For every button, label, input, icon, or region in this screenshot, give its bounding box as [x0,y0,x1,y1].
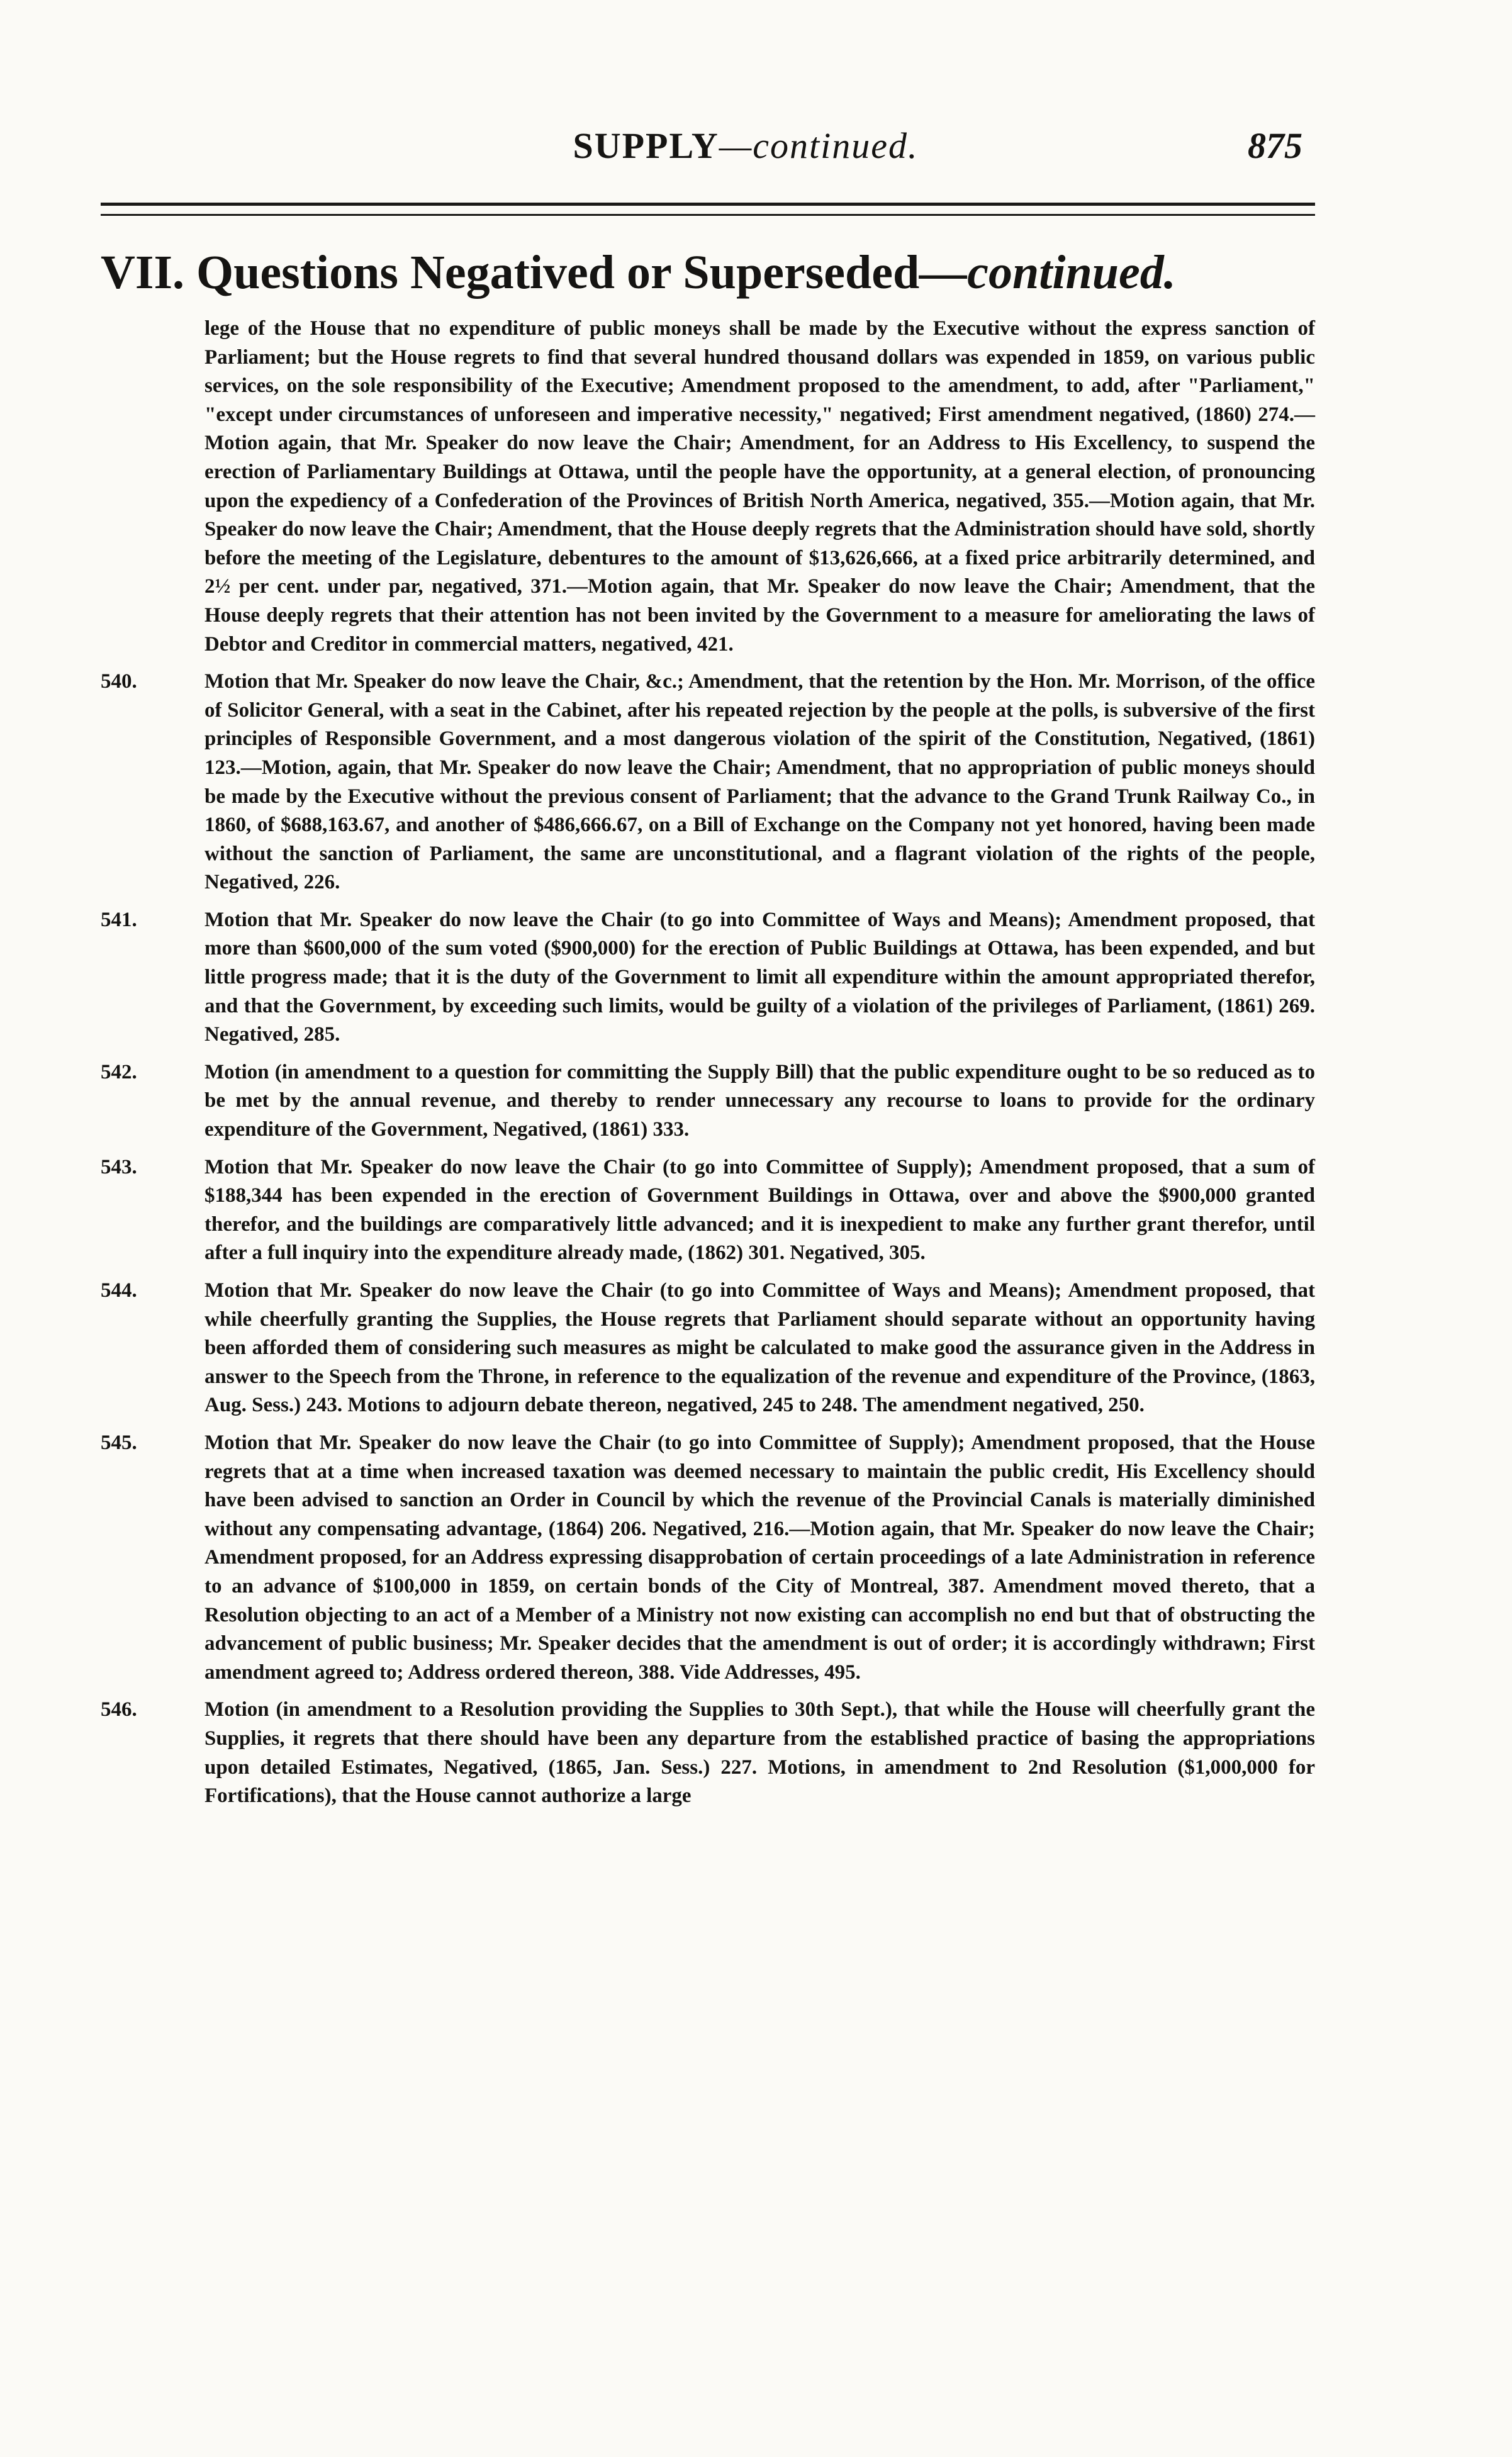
header-rule-top [101,203,1315,206]
page-number: 875 [1248,125,1302,166]
entry-543 [101,1153,1315,1268]
entry-545 [101,1429,1315,1687]
running-head-title [189,125,1302,167]
section-title: Questions Negatived or Superseded [196,246,920,299]
section-heading [101,245,1315,300]
entry-544 [101,1277,1315,1420]
entry-text: Motion (in amendment to a Resolution providing the Supplies to 30th Sept.), that while the House will cheerfully grant the Supplies, it regrets that there should have been any departure from the established practice of basing the appropriations upon detailed Estimates, Negatived, (1865, Jan. Sess.) 227. Motions, in amendment to 2nd Resolution ($1,000,000 for Fortifications), that the House cannot authorize a large [204,1698,1315,1808]
entry-number: 540. [101,670,137,693]
entry-text: Motion (in amendment to a question for committing the Supply Bill) that the public expenditure ought to be so reduced as to be met by the annual revenue, and thereby to render unnecessary any recourse to loans to provide for the ordinary expenditure of the Government, Negatived, (1861) 333. [204,1060,1315,1141]
section-numeral: VII. [101,246,185,299]
section-continued: —continued. [919,246,1176,299]
entry-number: 546. [101,1698,137,1721]
header-rule-bottom [101,214,1315,216]
entry-546 [101,1696,1315,1810]
entry-number: 544. [101,1279,137,1302]
entry-text: Motion that Mr. Speaker do now leave the Chair (to go into Committee of Ways and Means); Amendment proposed, that while cheerfully granting the Supplies, the House regrets that Parliament should separate without an opportunity having been afforded them of considering such measures as might be calculated to make good the assurance given in the Address in answer to the Speech from the Throne, in reference to the equalization of the revenue and expenditure of the Province, (1863, Aug. Sess.) 243. Motions to adjourn debate thereon, negatived, 245 to 248. The amendment negatived, 250. [204,1279,1315,1417]
entry-542 [101,1058,1315,1145]
entry-540 [101,668,1315,897]
entry-number: 541. [101,908,137,931]
entry-number: 545. [101,1431,137,1454]
entry-number: 542. [101,1060,137,1083]
running-head [189,125,1302,181]
entry-text: Motion that Mr. Speaker do now leave the Chair (to go into Committee of Ways and Means); Amendment proposed, that more than $600,000 of the sum voted ($900,000) for the erection of Public Buildings at Ottawa, has been expended, and but little progress made; that it is the duty of the Government to limit all expenditure within the amount appropriated therefor, and that the Government, by exceeding such limits, would be guilty of a violation of the privileges of Parliament, (1861) 269. Negatived, 285. [204,908,1315,1046]
entry-541 [101,906,1315,1049]
entry-text: lege of the House that no expenditure of public moneys shall be made by the Executive without the express sanction of Parliament; but the House regrets to find that several hundred thousand dollars was expended in 1859, on various public services, on the sole responsibility of the Executive; Amendment proposed to the amendment, to add, after "Parliament," "except under circumstances of unforeseen and imperative necessity," negatived; First amendment negatived, (1860) 274.—Motion again, that Mr. Speaker do now leave the Chair; Amendment, for an Address to His Excellency, to suspend the erection of Parliamentary Buildings at Ottawa, until the people have the opportunity, at a general election, of pronouncing upon the expediency of a Confederation of the Provinces of British North America, negatived, 355.—Motion again, that Mr. Speaker do now leave the Chair; Amendment, that the House deeply regrets that the Administration should have sold, shortly before the meeting of the Legislature, debentures to the amount of $13,626,666, at a fixed price arbitrarily determined, and 2½ per cent. under par, negatived, 371.—Motion again, that Mr. Speaker do now leave the Chair; Amendment, that the House deeply regrets that their attention has not been invited by the Government to a measure for ameliorating the laws of Debtor and Creditor in commercial matters, negatived, 421. [204,317,1315,656]
entry-text: Motion that Mr. Speaker do now leave the Chair (to go into Committee of Supply); Amendment proposed, that a sum of $188,344 has been expended in the erection of Government Buildings in Ottawa, over and above the $900,000 granted therefor, and the buildings are comparatively little advanced; and it is inexpedient to make any further grant therefor, until after a full inquiry into the expenditure already made, (1862) 301. Negatived, 305. [204,1155,1315,1265]
running-head-title-main: SUPPLY [573,125,719,166]
entry-continued [138,315,1315,659]
running-head-title-continued: —continued. [719,125,919,166]
entry-number: 543. [101,1155,137,1178]
entry-text: Motion that Mr. Speaker do now leave the Chair, &c.; Amendment, that the retention by the Hon. Mr. Morrison, of the office of Solicitor General, with a seat in the Cabinet, after his repeated rejection by the people at the polls, is subversive of the first principles of Responsible Government, and a most dangerous violation of the spirit of the Constitution, Negatived, (1861) 123.—Motion, again, that Mr. Speaker do now leave the Chair; Amendment, that no appropriation of public moneys should be made by the Executive without the previous consent of Parliament; that the advance to the Grand Trunk Railway Co., in 1860, of $688,163.67, and another of $486,666.67, on a Bill of Exchange on the Company not yet honored, having been made without the sanction of Parliament, the same are unconstitutional, and a flagrant violation of the rights of the people, Negatived, 226. [204,670,1315,894]
entries-body [101,315,1315,1820]
entry-text: Motion that Mr. Speaker do now leave the Chair (to go into Committee of Supply); Amendment proposed, that the House regrets that at a time when increased taxation was deemed necessary to maintain the public credit, His Excellency should have been advised to sanction an Order in Council by which the revenue of the Provincial Canals is materially diminished without any compensating advantage, (1864) 206. Negatived, 216.—Motion again, that Mr. Speaker do now leave the Chair; Amendment proposed, for an Address expressing disapprobation of certain proceedings of a late Administration in reference to an advance of $100,000 in 1859, on certain bonds of the City of Montreal, 387. Amendment moved thereto, that a Resolution objecting to an act of a Member of a Ministry not now existing can accomplish no end but that of obstructing the advancement of public business; Mr. Speaker decides that the amendment is out of order; it is accordingly withdrawn; First amendment agreed to; Address ordered thereon, 388. Vide Addresses, 495. [204,1431,1315,1684]
